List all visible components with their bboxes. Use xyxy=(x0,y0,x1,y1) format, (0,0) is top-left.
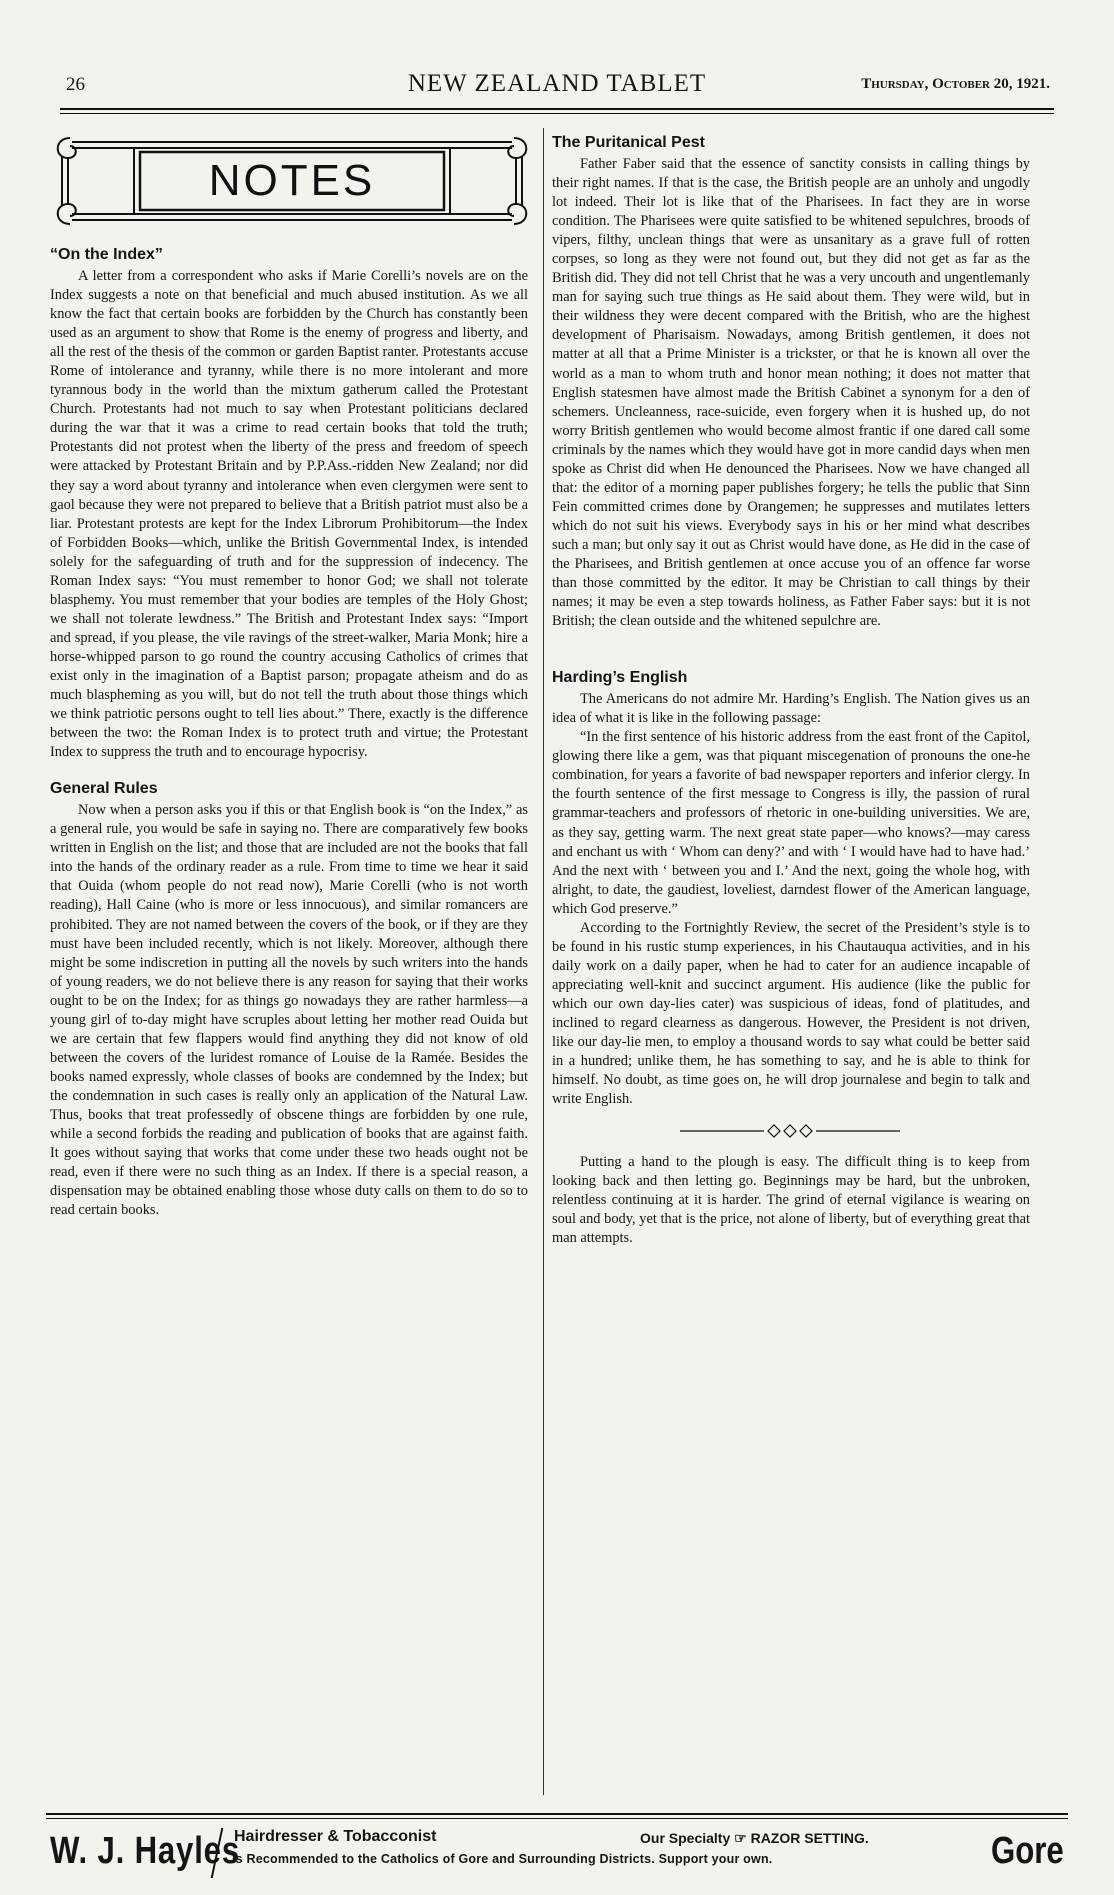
article-general-rules xyxy=(50,778,528,1220)
issue-date: Thursday, October 20, 1921. xyxy=(861,76,1050,92)
footer-rule xyxy=(46,1813,1068,1815)
advertiser-recommendation: Is Recommended to the Catholics of Gore and Surrounding Districts. Support your own. xyxy=(232,1852,773,1866)
masthead-rule-thin xyxy=(60,113,1054,114)
article-heading: Harding’s English xyxy=(552,669,688,687)
section-ornament xyxy=(552,1109,1030,1153)
right-column xyxy=(552,132,1030,1248)
paper-title: NEW ZEALAND TABLET xyxy=(407,70,707,97)
masthead-rule xyxy=(60,108,1054,110)
advertiser-specialty: Our Specialty ☞ RAZOR SETTING. xyxy=(640,1830,869,1846)
article-paragraph: Father Faber said that the essence of sanctity consists in calling things by their right names. If that is the case, the British people are an unholy and ungodly lot indeed. Their lot is like that of the Pharisees. In fact they are in worse condition. The Pharisees were quite satisfied to be whitened sepulchres, broods of vipers, filthy, unclean things that were as unsanitary as a grave full of rotten corpses, so long as they were not found out, but they did not get as far as the British did. They did not tell Christ that he was a very uncouth and ungentlemanly man for saying such true things as He said about them. They were wild, but in their wildness they were decent compared with the British, who are the highest development of Pharisaism. Nowadays, among British gentlemen, it does not matter at all that a Prime Minister is a trickster, or that he is known all over the world as a man to whom truth and honor mean nothing; it does not matter that English statesmen have almost made the British Cabinet a synonym for a den of schemers. Uncleanness, race-suicide, even forgery when it is hushed up, do not worry British gentlemen who would become almost frantic if one dared call some criminals by the names which they would have got in more candid days when men spoke as Christ did when He denounced the Pharisees. Now we have changed all that: the editor of a morning paper publishes forgery; he tells the public that Sinn Fein committed crimes done by Orangemen; he suppresses and mutilates letters which do not suit his views. Everybody says in his or her mind what describes such a man; but only say it out as Christ would have done, as He did in the case of the Pharisees, and British gentlemen at once accuse you of an offence far worse than those committed by the editor. It may be Christian to call things by their names; it may be even a step towards holiness, as Father Faber says: but it is not British; the clean outside and the whitened sepulchre are. xyxy=(552,156,1030,630)
article-quotation: “In the first sentence of his historic address from the east front of the Capitol, glowing there like a gem, was that piquant miscegenation of pronouns the one-he combination, for years a favorite of bad newspaper reporters and inferior clergy. In the fourth sentence of the first message to Congress is illy, the passion of rural grammar-teachers and professors of rhetoric in one-building universities. We are, as they say, getting warm. The next great state paper—who knows?—may caress and enchant us with ‘ Whom can deny?’ and with ‘ I would have had to have had.’ And the next with ‘ between you and I.’ And the next, going the whole hog, with alright, to date, the gaudiest, loveliest, darndest flower of the American language, which God preserve.” xyxy=(552,729,1030,917)
article-heading: The Puritanical Pest xyxy=(552,134,705,151)
footer-rule-thin xyxy=(46,1818,1068,1819)
article-paragraph: A letter from a correspondent who asks if Marie Corelli’s novels are on the Index suggests a note on that beneficial and much abused institution. As we all know the fact that certain books are forbidden by the Church has constantly been used as an argument to show that Rome is the enemy of progress and liberty, and all the rest of the thesis of the common or garden Baptist ranter. Protestants accuse Rome of intolerance and tyranny, while there is no more intolerant and more tyrannous body in the world than the mixtum gatherum called the Protestant Church. Protestants had not much to say when Protestant politicians declared during the war that it was a crime to read certain books that told the truth; Protestants did not protest when the liberty of the press and freedom of speech were attacked by Protestant Britain and by P.P.Ass.-ridden New Zealand; nor did they say a word about tyranny and intolerance when even clergymen were sent to gaol because they were not prepared to believe that a British patriot must also be a liar. Protestant protests are kept for the Index Librorum Prohibitorum—the Index of Forbidden Books—which, unlike the British Governmental Index, is intended solely for the safeguarding of truth and for the suppression of indecency. The Roman Index says: “You must remember to honor God; we shall not tolerate blasphemy. You must remember that your bodies are temples of the Holy Ghost; we shall not tolerate lewdness.” The British and Protestant Index says: “Import and spread, if you please, the vile ravings of the street-walker, Maria Monk; hire a horse-whipped parson to go round the country accusing Catholics of crimes that exist only in the imagination of a Baptist parson; propagate atheism and do as much blaspheming as you will, but do not tell the truth about those things which we think patriotic persons ought to tell lies about.” There, exactly is the difference between the two: the Roman Index is to protect truth and virtue; the Protestant Index to suppress the truth and to encourage hypocrisy. xyxy=(50,268,528,761)
article-puritanical-pest xyxy=(552,132,1030,631)
article-paragraph: Putting a hand to the plough is easy. The difficult thing is to keep from looking back and then letting go. Beginnings may be hard, but the unbroken, relentless continuing at it is harder. The grind of eternal vigilance is wearing on soul and body, yet that is the price, not alone of liberty, but of everything great that man attempts. xyxy=(552,1154,1030,1247)
column-divider xyxy=(543,128,544,1795)
footer-advertisement xyxy=(46,1824,1068,1884)
advertiser-trade: Hairdresser & Tobacconist xyxy=(234,1828,437,1845)
article-paragraph: Now when a person asks you if this or that English book is “on the Index,” as a general rule, you would be safe in saying no. There are comparatively few books written in English on the list; and those that are included are not the books that fall into the hands of the ordinary reader as a rule. From time to time we hear it said that Ouida (whom people do not read now), Marie Corelli (who is not worth reading), Hall Caine (who is more or less innocuous), and similar romancers are prohibited. They are not named between the covers of the book, or if they are they must have been included recently, which is not likely. Moreover, although there might be some indiscretion in putting all the novels by such writers into the hands of young readers, we do not believe there is any reason for saying that their works ought to be on the Index; for as things go nowadays they are rather harmless—a young girl of to-day might have scruples about letting her mother read Ouida but we are certain that few flappers would find anything they did not know of old between the covers of the luridest romance of Louise de la Ramée. Besides the books named expressly, whole classes of books are condemned by the Index; but the condemnation in such cases is really only an application of the Natural Law. Thus, books that treat professedly of obscene things are forbidden by one rule, while a second forbids the reading and publication of books that are against faith. It goes without saying that works that come under these two heads ought not be read, even if there were no such thing as an Index. If there is a special reason, a dispensation may be obtained enabling those whose duty calls on them to do so to read certain books. xyxy=(50,802,528,1219)
masthead xyxy=(60,70,1054,106)
diamond-rule-ornament xyxy=(680,1123,900,1139)
article-filler-plough xyxy=(552,1153,1030,1248)
article-paragraph: According to the Fortnightly Review, the secret of the President’s style is to be found in his rustic stump experiences, in his Chautauqua activities, and in his daily work on a daily paper, when he had to cater for an audience incapable of appreciating well-knit and succinct argument. His audience (like the public for which our own day-lies cater) was suspicious of ideas, fond of platitudes, and inclined to regard clearness as dangerous. However, the President is not driven, like our day-lie men, to employ a thousand words to say what could be better said in a hundred; unlike them, he has something to say, and he is able to think for himself. No doubt, as time goes on, he will drop journalese and begin to talk and write English. xyxy=(552,919,1030,1108)
article-paragraph: The Americans do not admire Mr. Harding’s English. The Nation gives us an idea of what it is like in the following passage: xyxy=(552,691,1030,727)
article-heading: “On the Index” xyxy=(50,246,163,263)
article-hardings-english xyxy=(552,667,1030,1109)
notes-title: NOTES xyxy=(208,156,376,205)
article-on-the-index xyxy=(50,244,528,762)
advertiser-name: W. J. Hayles xyxy=(50,1830,240,1872)
article-heading: General Rules xyxy=(50,780,158,798)
page-number: 26 xyxy=(66,74,85,95)
advertiser-town: Gore xyxy=(991,1830,1064,1872)
left-column xyxy=(50,132,528,1220)
